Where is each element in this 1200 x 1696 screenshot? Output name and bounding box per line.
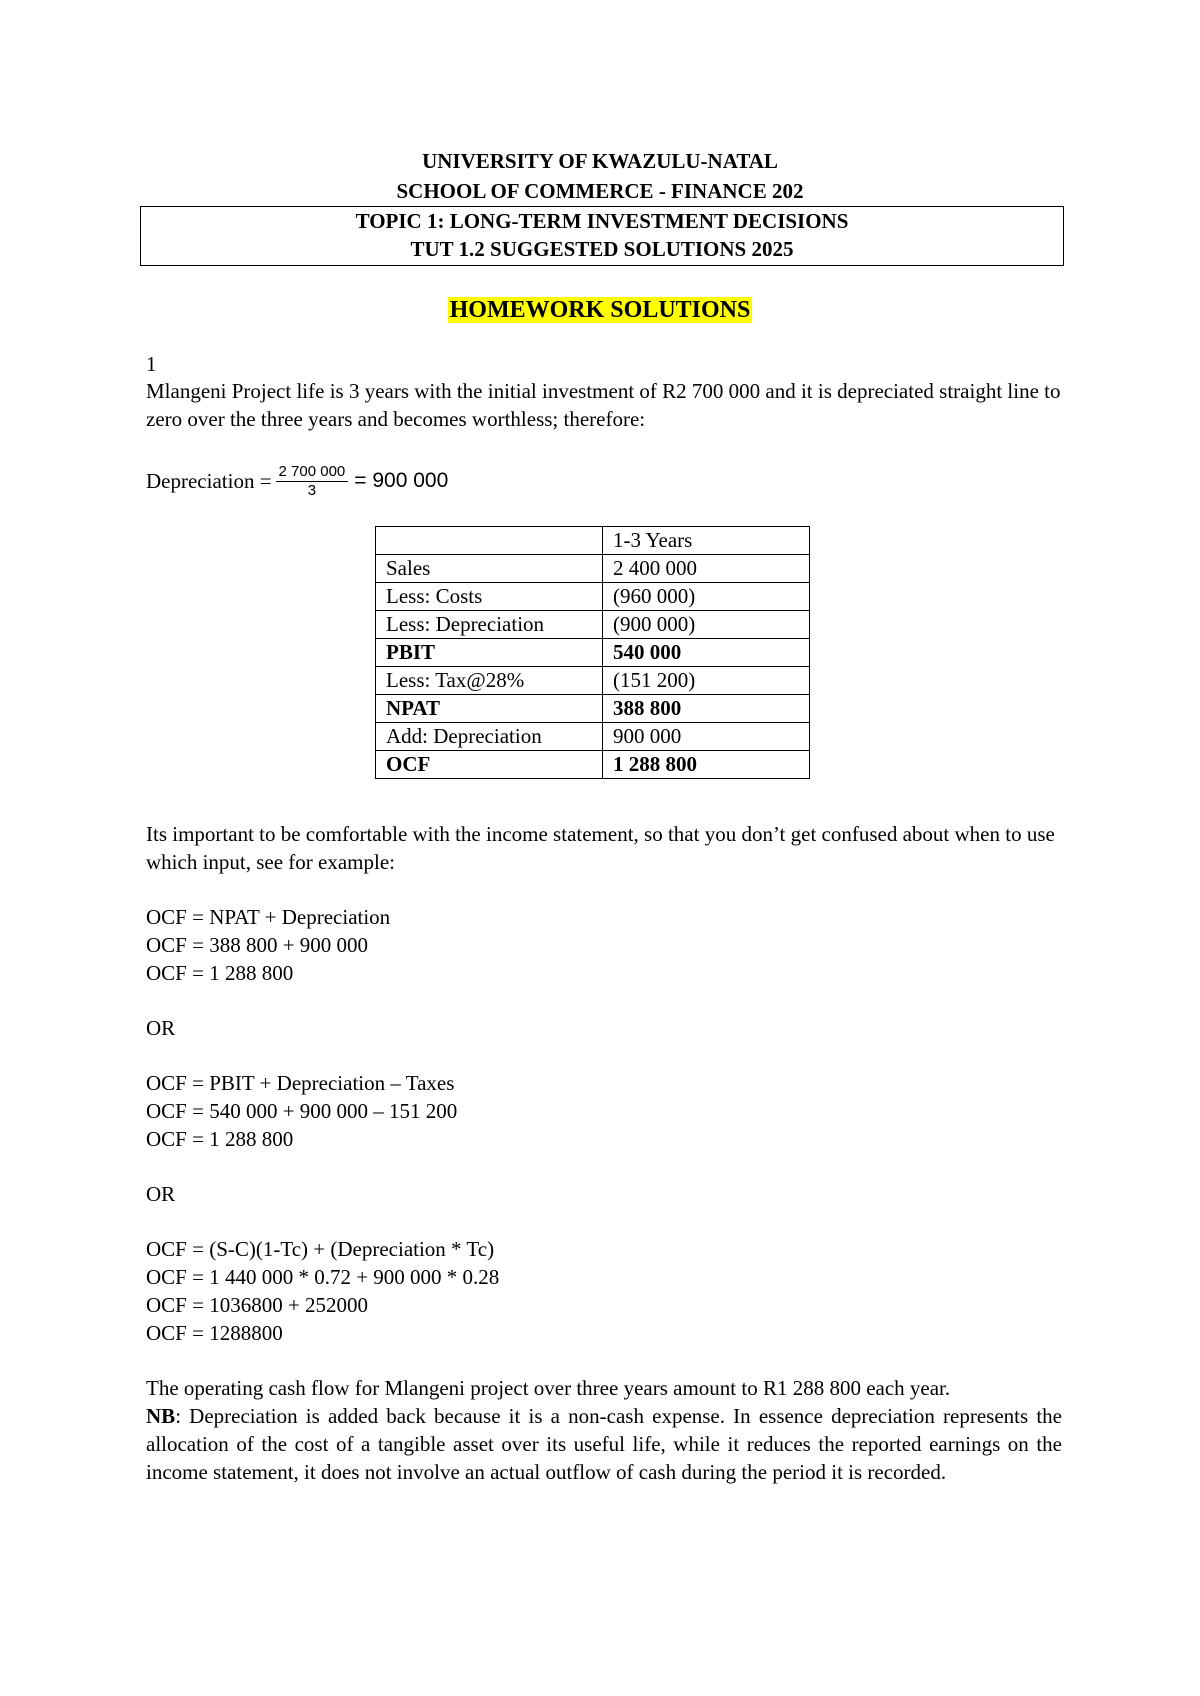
table-header-row: [376, 527, 810, 555]
or-separator: OR: [146, 1182, 176, 1206]
table-row: [376, 667, 810, 695]
row-value: 2 400 000: [603, 555, 810, 583]
nb-label: NB: [146, 1404, 176, 1428]
depreciation-formula: [146, 456, 448, 506]
row-value: 540 000: [603, 639, 810, 667]
table-row: [376, 555, 810, 583]
row-label: Sales: [376, 555, 603, 583]
row-label: NPAT: [376, 695, 603, 723]
table-row: [376, 751, 810, 779]
method1-line: OCF = NPAT + Depreciation: [146, 905, 391, 929]
table-row: [376, 583, 810, 611]
row-label: Add: Depreciation: [376, 723, 603, 751]
tut-title: TUT 1.2 SUGGESTED SOLUTIONS 2025: [410, 237, 794, 261]
method1-line: OCF = 1 288 800: [146, 961, 294, 985]
row-value: 1 288 800: [603, 751, 810, 779]
depreciation-fraction: [276, 463, 349, 500]
table-header-cell: [376, 527, 603, 555]
university-title: UNIVERSITY OF KWAZULU-NATAL: [422, 149, 778, 173]
row-label: Less: Costs: [376, 583, 603, 611]
method2-line: OCF = 1 288 800: [146, 1127, 294, 1151]
row-label: OCF: [376, 751, 603, 779]
income-note-paragraph: Its important to be comfortable with the income statement, so that you don’t get confused about when to use which input, see for example:: [146, 822, 1055, 874]
income-statement-table: [375, 526, 810, 779]
nb-text: : Depreciation is added back because it is a non-cash expense. In essence depreciation represents the allocation of the cost of a tangible asset over its useful life, while it reduces the reported earnings on the income statement, it does not involve an actual outflow of cash during the period it is recorded.: [146, 1404, 1062, 1484]
table-header-cell: 1-3 Years: [603, 527, 810, 555]
fraction-denominator: 3: [307, 481, 317, 499]
method2-line: OCF = 540 000 + 900 000 – 151 200: [146, 1099, 458, 1123]
topic-box: [140, 206, 1064, 266]
table-row: [376, 695, 810, 723]
question-number: 1: [146, 352, 157, 376]
row-label: Less: Tax@28%: [376, 667, 603, 695]
depreciation-result: = 900 000: [354, 469, 449, 492]
intro-paragraph: Mlangeni Project life is 3 years with the initial investment of R2 700 000 and it is depreciated straight line to zero over the three years and becomes worthless; therefore:: [146, 379, 1061, 431]
method2-line: OCF = PBIT + Depreciation – Taxes: [146, 1071, 455, 1095]
row-label: Less: Depreciation: [376, 611, 603, 639]
row-value: (151 200): [603, 667, 810, 695]
table-row: [376, 723, 810, 751]
homework-title: HOMEWORK SOLUTIONS: [449, 297, 751, 323]
method3-line: OCF = 1288800: [146, 1321, 283, 1345]
fraction-numerator: 2 700 000: [276, 463, 349, 482]
method3-line: OCF = 1 440 000 * 0.72 + 900 000 * 0.28: [146, 1265, 500, 1289]
row-value: 388 800: [603, 695, 810, 723]
row-value: (900 000): [603, 611, 810, 639]
method3-line: OCF = (S-C)(1-Tc) + (Depreciation * Tc): [146, 1237, 495, 1261]
row-value: (960 000): [603, 583, 810, 611]
table-row: [376, 639, 810, 667]
row-label: PBIT: [376, 639, 603, 667]
method3-line: OCF = 1036800 + 252000: [146, 1293, 369, 1317]
or-separator: OR: [146, 1016, 176, 1040]
homework-heading: [0, 293, 1200, 327]
row-value: 900 000: [603, 723, 810, 751]
depreciation-label: Depreciation =: [146, 469, 272, 493]
method1-line: OCF = 388 800 + 900 000: [146, 933, 369, 957]
conclusion-paragraph: [146, 1374, 1062, 1486]
conclusion-text: The operating cash flow for Mlangeni project over three years amount to R1 288 800 each year.: [146, 1376, 951, 1400]
topic-title: TOPIC 1: LONG-TERM INVESTMENT DECISIONS: [355, 209, 849, 233]
table-row: [376, 611, 810, 639]
school-title: SCHOOL OF COMMERCE - FINANCE 202: [396, 179, 804, 203]
